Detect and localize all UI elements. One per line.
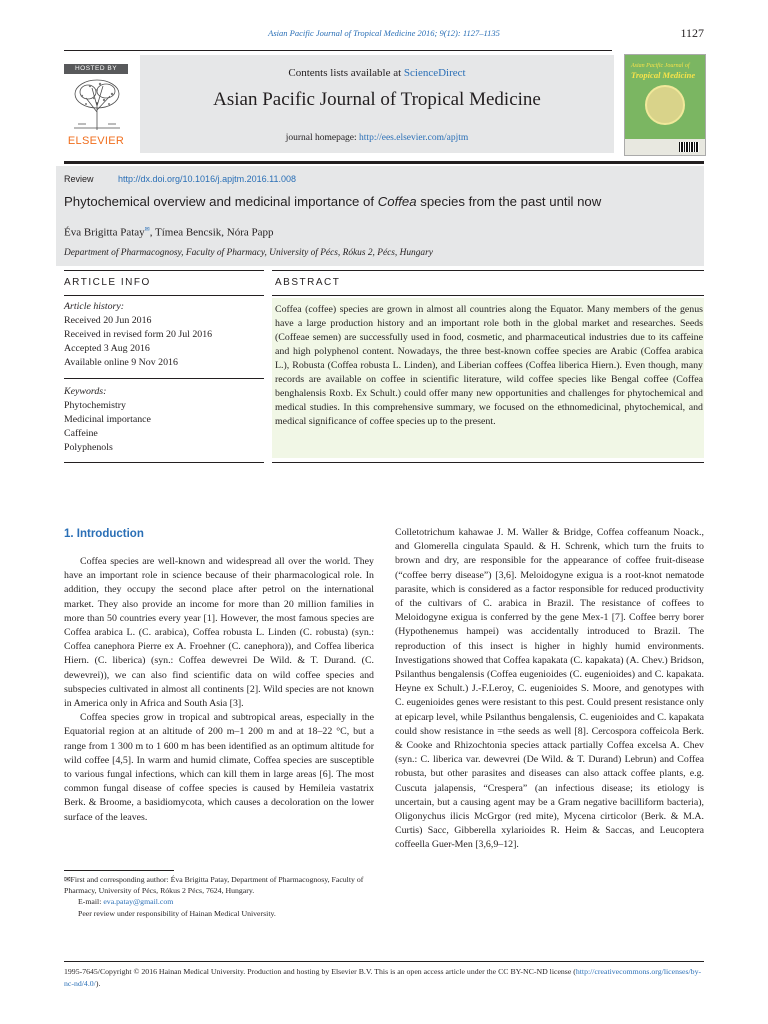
journal-cover-image[interactable] bbox=[624, 54, 706, 156]
corresponding-mark[interactable]: ✉ bbox=[144, 227, 150, 233]
masthead-rule bbox=[64, 161, 704, 164]
affiliation: Department of Pharmacognosy, Faculty of Pharmacy, University of Pécs, Rókus 2, Pécs, Hungary bbox=[64, 248, 433, 258]
elsevier-tree-icon bbox=[68, 76, 126, 132]
history-item: Accepted 3 Aug 2016 bbox=[64, 343, 150, 354]
history-item: Received in revised form 20 Jul 2016 bbox=[64, 329, 213, 340]
left-column bbox=[64, 555, 374, 825]
section-heading: 1. Introduction bbox=[64, 528, 144, 540]
keyword: Phytochemistry bbox=[64, 400, 126, 411]
homepage-line: journal homepage: http://ees.elsevier.com/apjtm bbox=[285, 133, 469, 143]
email-link[interactable]: eva.patay@gmail.com bbox=[103, 897, 174, 907]
footnote-rule bbox=[64, 870, 174, 871]
copyright-notice: 1995-7645/Copyright © 2016 Hainan Medical University. Production and hosting by Elsevier B.V. This is an open access article under the CC BY-NC-ND license (http://creativecommons.org/licenses/by-nc-nd/4.0/). bbox=[64, 967, 702, 988]
abstract-rule bbox=[272, 270, 704, 271]
history-item: Available online 9 Nov 2016 bbox=[64, 357, 178, 368]
article-info-bottom-rule bbox=[64, 462, 264, 463]
paragraph: Colletotrichum kahawae J. M. Waller & Bridge, Coffea coffeanum Noack., and Glomerella cingulata Spauld. & H. Schrenk, which turn the fruits to brown and dry, are responsible for the appearance of coffee fruit-disease (“coffee berry disease”) [3,6]. Meloidogyne exigua is a root-knot nematode parasite, which is considered as a factor responsible for reduced productivity of the cultivars of C. arabica in Brazil. The resistance of coffees to Meloidogyne exigua is conferred by the gene Mex-1 [7]. Coffee berry borer (Hypothenemus hampei) was accidentally introduced to Brazil. The reproduction of this insect is higher in highly humid environments. Investigations showed that Coffea kapakata (C. kapakata) (A. Chev.) Bridson, Psilanthus bengalensis (Coffea eugenioides (C. eugenioides) and C. kapakata. Heyne ex Schult.) J.-F.Leroy, C. eugenioides S. Moore, and genotypes with C. eugenioides genes were resistant to this pest. Could present resistance only at epicarp level, while Psilanthus bengalensis, C. eugenioides and C. kapakata could show resistance in =the seeds as well [8]. Cercospora coffeicola Berk. & Cooke and Rhizochtonia species attack partially Coffea excelsa A. Chev (syn.: C. liberica var. dewevrei (De Wild. & T. Durand) Lebrun) and Coffea robusta, but other parasites and diseases can also attack coffee plants, e.g. Cuscuta jalapensis, “Crespera” (an infectious disease; its etiology is uncertain, but a causing agent may be a Gram negative bacilliform bacteria), Oligonychus ilicis McGrgor (red mite), Mycena cirticolor (Berk. & M.A. Curtis) Sacc, Gibberella xylarioides R. Heim & Saccas, and Leucoptera coffeella Guer-Men [3,6,9–12]. bbox=[395, 527, 704, 851]
keyword: Caffeine bbox=[64, 428, 98, 439]
journal-masthead bbox=[140, 55, 614, 153]
cover-title-line1: Asian Pacific Journal of bbox=[631, 63, 690, 69]
info-divider bbox=[64, 378, 264, 379]
author-list: Éva Brigitta Patay✉, Tímea Bencsik, Nóra Papp bbox=[64, 226, 274, 239]
cover-globe-icon bbox=[645, 85, 685, 125]
license-link[interactable]: http://creativecommons.org/licenses/by-nc-nd/4.0/ bbox=[64, 967, 702, 988]
footnote bbox=[64, 874, 376, 919]
sciencedirect-link[interactable]: ScienceDirect bbox=[403, 67, 466, 79]
elsevier-wordmark: ELSEVIER bbox=[67, 135, 125, 147]
hosted-by-label: HOSTED BY bbox=[64, 64, 128, 74]
right-column bbox=[395, 526, 704, 853]
keywords-label: Keywords: bbox=[64, 386, 107, 397]
history-item: Received 20 Jun 2016 bbox=[64, 315, 152, 326]
abstract-heading: ABSTRACT bbox=[275, 277, 341, 288]
header-rule bbox=[64, 50, 612, 51]
keyword: Polyphenols bbox=[64, 442, 113, 453]
history-label: Article history: bbox=[64, 301, 125, 312]
abstract-bottom-rule bbox=[272, 462, 704, 463]
paragraph: Coffea species grow in tropical and subtropical areas, especially in the Equatorial region at an altitude of 200 m–1 200 m and at 18–22 °C, but a range from 1 300 m to 1 600 m has been identified as an optimum altitude for wild coffee [4,5]. In warm and humid climate, Coffea species are susceptible to various fungal infections, which can kill them in large areas [6]. The most common fungal disease of coffee species is caused by Hemileia vastatrix Berk. & Broome, a basidiomycota, which causes a decoloration on the lower surface of the leaves. bbox=[64, 712, 374, 823]
abstract-rule-2 bbox=[272, 295, 704, 296]
article-info-heading: ARTICLE INFO bbox=[64, 277, 151, 288]
contents-line: Contents lists available at ScienceDirect bbox=[288, 67, 466, 79]
article-info bbox=[64, 300, 264, 455]
paragraph: Coffea species are well-known and widespread all over the world. They have an important role in science because of their pharmacological role. In addition, they occupy the second place after petrol on the international market. They also provide an income for more than 20 million families in more than 50 countries every year [1]. However, the most famous species are Coffea arabica L. (C. arabica), Coffea robusta L. Linden (C. robusta) (syn.: Coffea canephora Pierre ex A. Froehner (C. canephora)), and Coffea liberica Hiern. (C. liberica) (syn.: Coffea dewevrei De Wild. & T. Durand. (C. dewevrei)), we can also find scientific data on wild coffee species and subspecies cultivated in almost all continents [2]. Wild species are not known in America only in Africa and South Asia [3]. bbox=[64, 556, 374, 710]
running-head: Asian Pacific Journal of Tropical Medicine 2016; 9(12): 1127–1135 bbox=[268, 28, 500, 38]
page-number: 1127 bbox=[680, 26, 704, 40]
article-type: Review bbox=[64, 174, 94, 184]
article-info-rule-2 bbox=[64, 295, 264, 296]
email-line: E-mail: eva.patay@gmail.com bbox=[78, 897, 174, 907]
corresponding-author-note: ✉First and corresponding author: Éva Brigitta Patay, Department of Pharmacognosy, Faculty of Pharmacy, University of Pécs, Rókus 2 Pécs, 7624, Hungary. bbox=[64, 875, 364, 896]
cover-title-line2: Tropical Medicine bbox=[631, 70, 696, 80]
author-name[interactable]: Éva Brigitta Patay bbox=[64, 226, 145, 239]
barcode-icon bbox=[679, 142, 699, 152]
copyright-rule bbox=[64, 961, 704, 962]
article-title: Phytochemical overview and medicinal importance of Coffea species from the past until now bbox=[64, 194, 602, 209]
homepage-link[interactable]: http://ees.elsevier.com/apjtm bbox=[359, 133, 469, 143]
peer-review-note: Peer review under responsibility of Hainan Medical University. bbox=[78, 908, 276, 918]
doi-link[interactable]: http://dx.doi.org/10.1016/j.apjtm.2016.11.008 bbox=[118, 174, 296, 184]
journal-title: Asian Pacific Journal of Tropical Medicine bbox=[213, 89, 541, 110]
keyword: Medicinal importance bbox=[64, 414, 151, 425]
article-info-rule bbox=[64, 270, 264, 271]
elsevier-logo[interactable] bbox=[64, 64, 132, 148]
abstract-text: Coffea (coffee) species are grown in almost all countries along the Equator. Many members of the genus have a large production history and an important role both in the global market and researches. Seeds (Coffeae semen) are successfully used in food, cosmetic, and pharmaceutical industries due to its caffeine and high polyphenol content. Nowadays, the three best-known coffee species are Arabic (Coffea arabica L.), Robusta (Coffea robusta L. Linden), and Liberian coffees (Coffea liberica Hiern.). Even though, many records are available on coffee in scientific literature, wild coffee species like Bengal coffee (Coffea benghalensis Roxb. Ex Schult.) could offer many new opportunities and challenges for phytochemical and medical studies. In this comprehensive summary, we focused on the ethnomedicinal, phytochemical, and medical significance of coffee species up to the present. bbox=[275, 304, 703, 427]
